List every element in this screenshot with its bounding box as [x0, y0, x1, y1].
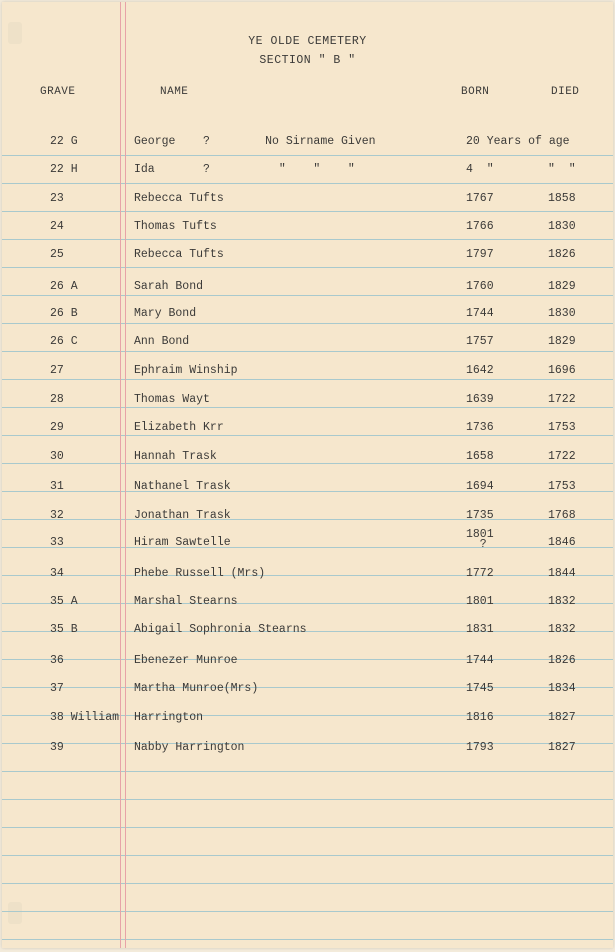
- name-cell: Ida ? " " ": [134, 163, 355, 176]
- name-cell: Martha Munroe(Mrs): [134, 682, 259, 695]
- table-row: [2, 567, 613, 585]
- table-row: [2, 480, 613, 498]
- died-cell: 1826: [548, 654, 576, 667]
- died-cell: 1834: [548, 682, 576, 695]
- born-cell: 1736: [466, 421, 494, 434]
- table-row: [2, 682, 613, 700]
- name-cell: Nabby Harrington: [134, 741, 245, 754]
- grave-cell: 28: [50, 393, 64, 406]
- table-row: [2, 421, 613, 439]
- table-row: [2, 741, 613, 759]
- ruled-line: [2, 211, 613, 212]
- table-row: [2, 163, 613, 181]
- born-cell: 1694: [466, 480, 494, 493]
- binder-hole-bottom: [8, 902, 22, 924]
- grave-cell: 33: [50, 536, 64, 549]
- born-cell: 1735: [466, 509, 494, 522]
- name-cell: Rebecca Tufts: [134, 248, 224, 261]
- table-row: [2, 248, 613, 266]
- table-row: [2, 335, 613, 353]
- grave-cell: 26 B: [50, 307, 78, 320]
- table-row: [2, 135, 613, 153]
- born-cell: 1831: [466, 623, 494, 636]
- ruled-line: [2, 911, 613, 912]
- name-cell: Marshal Stearns: [134, 595, 238, 608]
- table-row: [2, 220, 613, 238]
- grave-cell: 22 G: [50, 135, 78, 148]
- ruled-line: [2, 771, 613, 772]
- born-cell: 1760: [466, 280, 494, 293]
- grave-cell: 26 C: [50, 335, 78, 348]
- header-died: DIED: [551, 86, 580, 98]
- name-cell: Elizabeth Krr: [134, 421, 224, 434]
- name-cell: Nathanel Trask: [134, 480, 231, 493]
- grave-cell: 30: [50, 450, 64, 463]
- born-cell: 1801 ?: [466, 528, 494, 551]
- died-cell: 1696: [548, 364, 576, 377]
- name-cell: Thomas Wayt: [134, 393, 210, 406]
- born-cell: 1801: [466, 595, 494, 608]
- name-cell: Mary Bond: [134, 307, 197, 320]
- died-cell: 1753: [548, 421, 576, 434]
- grave-cell: 35 A: [50, 595, 78, 608]
- grave-cell: 35 B: [50, 623, 78, 636]
- table-row: [2, 623, 613, 641]
- grave-cell: 38 William: [50, 711, 120, 724]
- died-cell: 1827: [548, 741, 576, 754]
- died-cell: 1753: [548, 480, 576, 493]
- born-cell: 1757: [466, 335, 494, 348]
- born-cell: 1745: [466, 682, 494, 695]
- table-row: [2, 307, 613, 325]
- grave-cell: 29: [50, 421, 64, 434]
- ruled-line: [2, 267, 613, 268]
- table-row: [2, 364, 613, 382]
- name-cell: Abigail Sophronia Stearns: [134, 623, 307, 636]
- name-cell: Sarah Bond: [134, 280, 204, 293]
- died-cell: 1722: [548, 450, 576, 463]
- born-cell: 4 ": [466, 163, 494, 176]
- died-cell: 1830: [548, 307, 576, 320]
- name-cell: George ? No Sirname Given: [134, 135, 376, 148]
- name-cell: Rebecca Tufts: [134, 192, 224, 205]
- grave-cell: 26 A: [50, 280, 78, 293]
- table-row: [2, 654, 613, 672]
- ruled-line: [2, 799, 613, 800]
- name-cell: Ebenezer Munroe: [134, 654, 238, 667]
- died-cell: 1832: [548, 595, 576, 608]
- grave-cell: 32: [50, 509, 64, 522]
- grave-cell: 22 H: [50, 163, 78, 176]
- grave-cell: 31: [50, 480, 64, 493]
- name-cell: Ann Bond: [134, 335, 190, 348]
- born-cell: 1744: [466, 307, 494, 320]
- grave-cell: 25: [50, 248, 64, 261]
- ruled-line: [2, 239, 613, 240]
- table-row: [2, 509, 613, 527]
- died-cell: 1832: [548, 623, 576, 636]
- died-cell: 1846: [548, 536, 576, 549]
- table-row: [2, 528, 613, 554]
- page-subtitle: SECTION " B ": [259, 54, 356, 67]
- died-cell: " ": [548, 163, 576, 176]
- born-cell: 20 Years of age: [466, 135, 570, 148]
- table-row: [2, 595, 613, 613]
- born-cell: 1797: [466, 248, 494, 261]
- ruled-line: [2, 883, 613, 884]
- grave-cell: 39: [50, 741, 64, 754]
- ruled-line: [2, 939, 613, 940]
- name-cell: Phebe Russell (Mrs): [134, 567, 266, 580]
- header-born: BORN: [461, 86, 490, 98]
- table-row: [2, 192, 613, 210]
- grave-cell: 37: [50, 682, 64, 695]
- header-grave: GRAVE: [40, 86, 76, 98]
- born-cell: 1767: [466, 192, 494, 205]
- grave-cell: 24: [50, 220, 64, 233]
- ruled-line: [2, 827, 613, 828]
- born-cell: 1744: [466, 654, 494, 667]
- table-row: [2, 280, 613, 298]
- table-row: [2, 711, 613, 729]
- name-cell: Hiram Sawtelle: [134, 536, 231, 549]
- table-row: [2, 393, 613, 411]
- born-cell: 1642: [466, 364, 494, 377]
- name-cell: Hannah Trask: [134, 450, 217, 463]
- born-cell: 1816: [466, 711, 494, 724]
- ledger-page: [2, 2, 613, 948]
- page-title: YE OLDE CEMETERY: [248, 35, 367, 48]
- ruled-line: [2, 855, 613, 856]
- died-cell: 1858: [548, 192, 576, 205]
- grave-cell: 36: [50, 654, 64, 667]
- name-cell: Ephraim Winship: [134, 364, 238, 377]
- name-cell: Thomas Tufts: [134, 220, 217, 233]
- born-cell: 1766: [466, 220, 494, 233]
- died-cell: 1826: [548, 248, 576, 261]
- name-cell: Jonathan Trask: [134, 509, 231, 522]
- died-cell: 1768: [548, 509, 576, 522]
- died-cell: 1830: [548, 220, 576, 233]
- ruled-line: [2, 183, 613, 184]
- born-cell: 1772: [466, 567, 494, 580]
- grave-cell: 23: [50, 192, 64, 205]
- died-cell: 1722: [548, 393, 576, 406]
- grave-cell: 34: [50, 567, 64, 580]
- died-cell: 1829: [548, 280, 576, 293]
- born-cell: 1639: [466, 393, 494, 406]
- died-cell: 1827: [548, 711, 576, 724]
- born-cell: 1793: [466, 741, 494, 754]
- grave-cell: 27: [50, 364, 64, 377]
- born-cell: 1658: [466, 450, 494, 463]
- table-row: [2, 450, 613, 468]
- header-name: NAME: [160, 86, 189, 98]
- ruled-line: [2, 155, 613, 156]
- name-cell: Harrington: [134, 711, 204, 724]
- died-cell: 1844: [548, 567, 576, 580]
- died-cell: 1829: [548, 335, 576, 348]
